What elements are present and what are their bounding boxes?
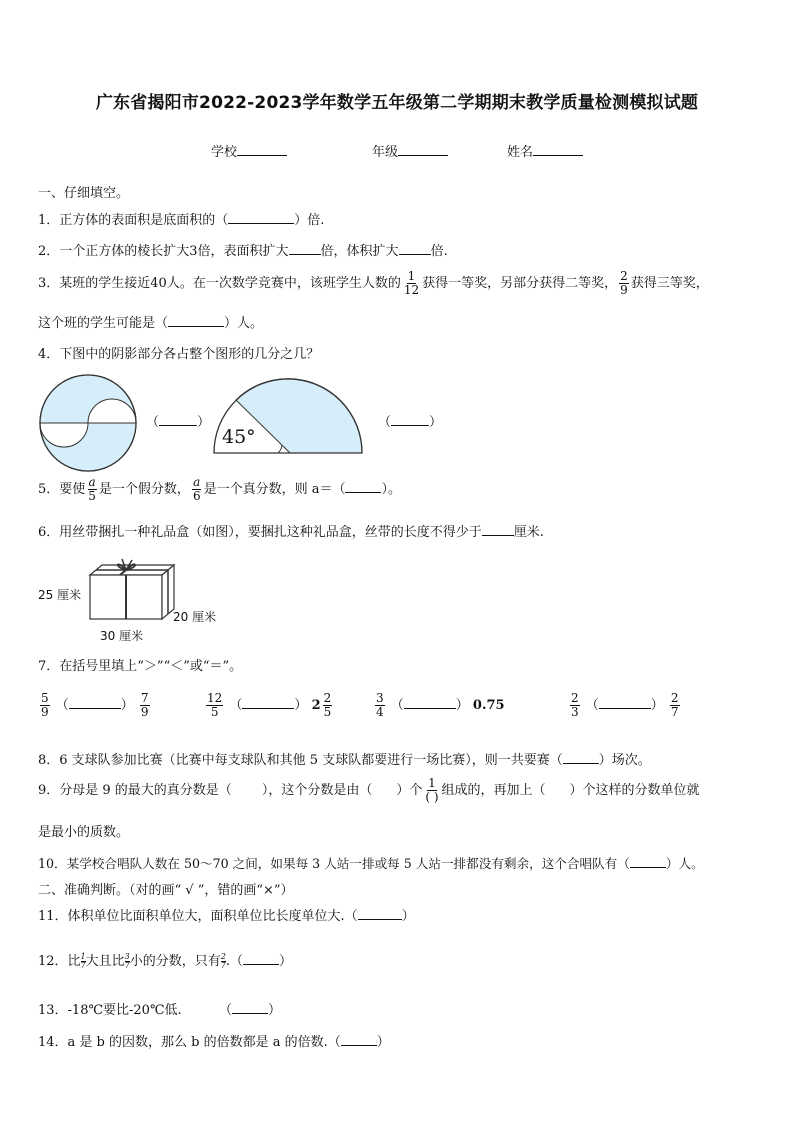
answer-blank[interactable]	[168, 314, 224, 327]
answer-blank[interactable]	[232, 1001, 268, 1014]
fraction: $\frac{a}{6}$	[192, 475, 201, 503]
question-5: 5．要使 $\frac{a}{5}$ 是一个假分数， $\frac{a}{6}$ 是一个真分数，则 a＝（ ）。	[38, 475, 401, 503]
grade-blank[interactable]	[398, 143, 448, 156]
question-13-answer: （ ）	[219, 1003, 282, 1018]
circle-figure	[38, 373, 138, 473]
answer-blank[interactable]	[243, 952, 279, 965]
question-11: 11．体积单位比面积单位大，面积单位比长度单位大.（ ）	[38, 909, 415, 924]
answer-blank[interactable]	[159, 413, 197, 426]
compare-item-3: $\frac{3}{4}$ （ ） 0.75	[376, 691, 505, 719]
compare-item-2: $\frac{12}{5}$ （ ） 2 $\frac{2}{5}$	[207, 691, 332, 719]
answer-blank[interactable]	[228, 211, 294, 224]
question-1: 1．正方体的表面积是底面积的（ ）倍.	[38, 213, 325, 228]
question-2: 2．一个正方体的棱长扩大3倍，表面积扩大 倍，体积扩大 倍.	[38, 244, 448, 259]
answer-blank[interactable]	[404, 696, 456, 709]
gift-box-figure	[86, 557, 178, 623]
compare-item-4: $\frac{2}{3}$ （ ） $\frac{2}{7}$	[571, 691, 679, 719]
fraction: $\frac{1}{( )}$	[425, 776, 439, 804]
grade-field[interactable]	[372, 141, 448, 160]
question-12: 12．比 $\frac{1}{7}$ 大且比 $\frac{3}{7}$ 小的分数，只有 $\frac{2}{7}$ .（ ）	[38, 952, 293, 970]
answer-blank[interactable]	[242, 696, 294, 709]
answer-blank[interactable]	[630, 855, 666, 868]
question-8: 8．6 支球队参加比赛（比赛中每支球队和其他 5 支球队都要进行一场比赛），则一共要赛（ ）场次。	[38, 753, 651, 768]
figure-2-answer: （ ）	[378, 415, 443, 430]
school-blank[interactable]	[237, 143, 287, 156]
compare-item-1: $\frac{5}{9}$ （ ） $\frac{7}{9}$	[41, 691, 149, 719]
answer-blank[interactable]	[341, 1033, 377, 1046]
question-6: 6．用丝带捆扎一种礼品盒（如图），要捆扎这种礼品盒，丝带的长度不得少于 厘米.	[38, 525, 544, 540]
answer-blank[interactable]	[345, 480, 381, 493]
box-height-label: 25 厘米	[38, 588, 82, 602]
name-blank[interactable]	[533, 143, 583, 156]
answer-blank[interactable]	[563, 751, 599, 764]
name-field[interactable]	[507, 141, 583, 160]
question-4: 4．下图中的阴影部分各占整个图形的几分之几？	[38, 347, 320, 362]
question-13: 13．-18℃要比-20℃低.	[38, 1003, 182, 1018]
fraction: $\frac{2}{9}$	[620, 269, 628, 297]
question-3: 3．某班的学生接近40人。在一次数学竞赛中，该班学生人数的 $\frac{1}{12}$ 获得一等奖，另部分获得二等奖， $\frac{2}{9}$ 获得三等奖，	[38, 269, 709, 297]
section-2-heading: 二、准确判断。（对的画“ √ ”，错的画“×”）	[38, 883, 294, 898]
section-1-heading: 一、仔细填空。	[38, 186, 130, 201]
question-7: 7．在括号里填上“＞”“＜”或“＝”。	[38, 659, 243, 674]
answer-blank[interactable]	[391, 413, 429, 426]
answer-blank[interactable]	[399, 242, 431, 255]
figure-1-answer: （ ）	[146, 415, 211, 430]
fraction: $\frac{a}{5}$	[88, 475, 96, 503]
box-width-label: 30 厘米	[100, 629, 144, 643]
question-9-line-2: 是最小的质数。	[38, 825, 130, 840]
answer-blank[interactable]	[289, 242, 321, 255]
answer-blank[interactable]	[599, 696, 651, 709]
fraction: $\frac{1}{12}$	[403, 269, 420, 297]
answer-blank[interactable]	[358, 907, 402, 920]
name-label: 姓名	[507, 145, 534, 160]
page-title: 广东省揭阳市2022-2023学年数学五年级第二学期期末教学质量检测模拟试题	[95, 93, 699, 113]
angle-label: 45°	[222, 426, 256, 448]
question-10: 10．某学校合唱队人数在 50～70 之间，如果每 3 人站一排或每 5 人站一排都没有剩余，这个合唱队有（ ）人。	[38, 856, 704, 871]
answer-blank[interactable]	[482, 523, 514, 536]
grade-label: 年级	[372, 145, 399, 160]
question-9: 9．分母是 9 的最大的真分数是（ ），这个分数是由（ ）个 $\frac{1}{( )}$ 组成的，再加上（ ）个这样的分数单位就	[38, 776, 700, 804]
question-3-line-2: 这个班的学生可能是（ ）人。	[38, 316, 264, 331]
school-label: 学校	[211, 145, 238, 160]
school-field[interactable]	[211, 141, 287, 160]
answer-blank[interactable]	[69, 696, 121, 709]
box-depth-label: 20 厘米	[173, 610, 217, 624]
question-14: 14．a 是 b 的因数，那么 b 的倍数都是 a 的倍数.（ ）	[38, 1035, 390, 1050]
